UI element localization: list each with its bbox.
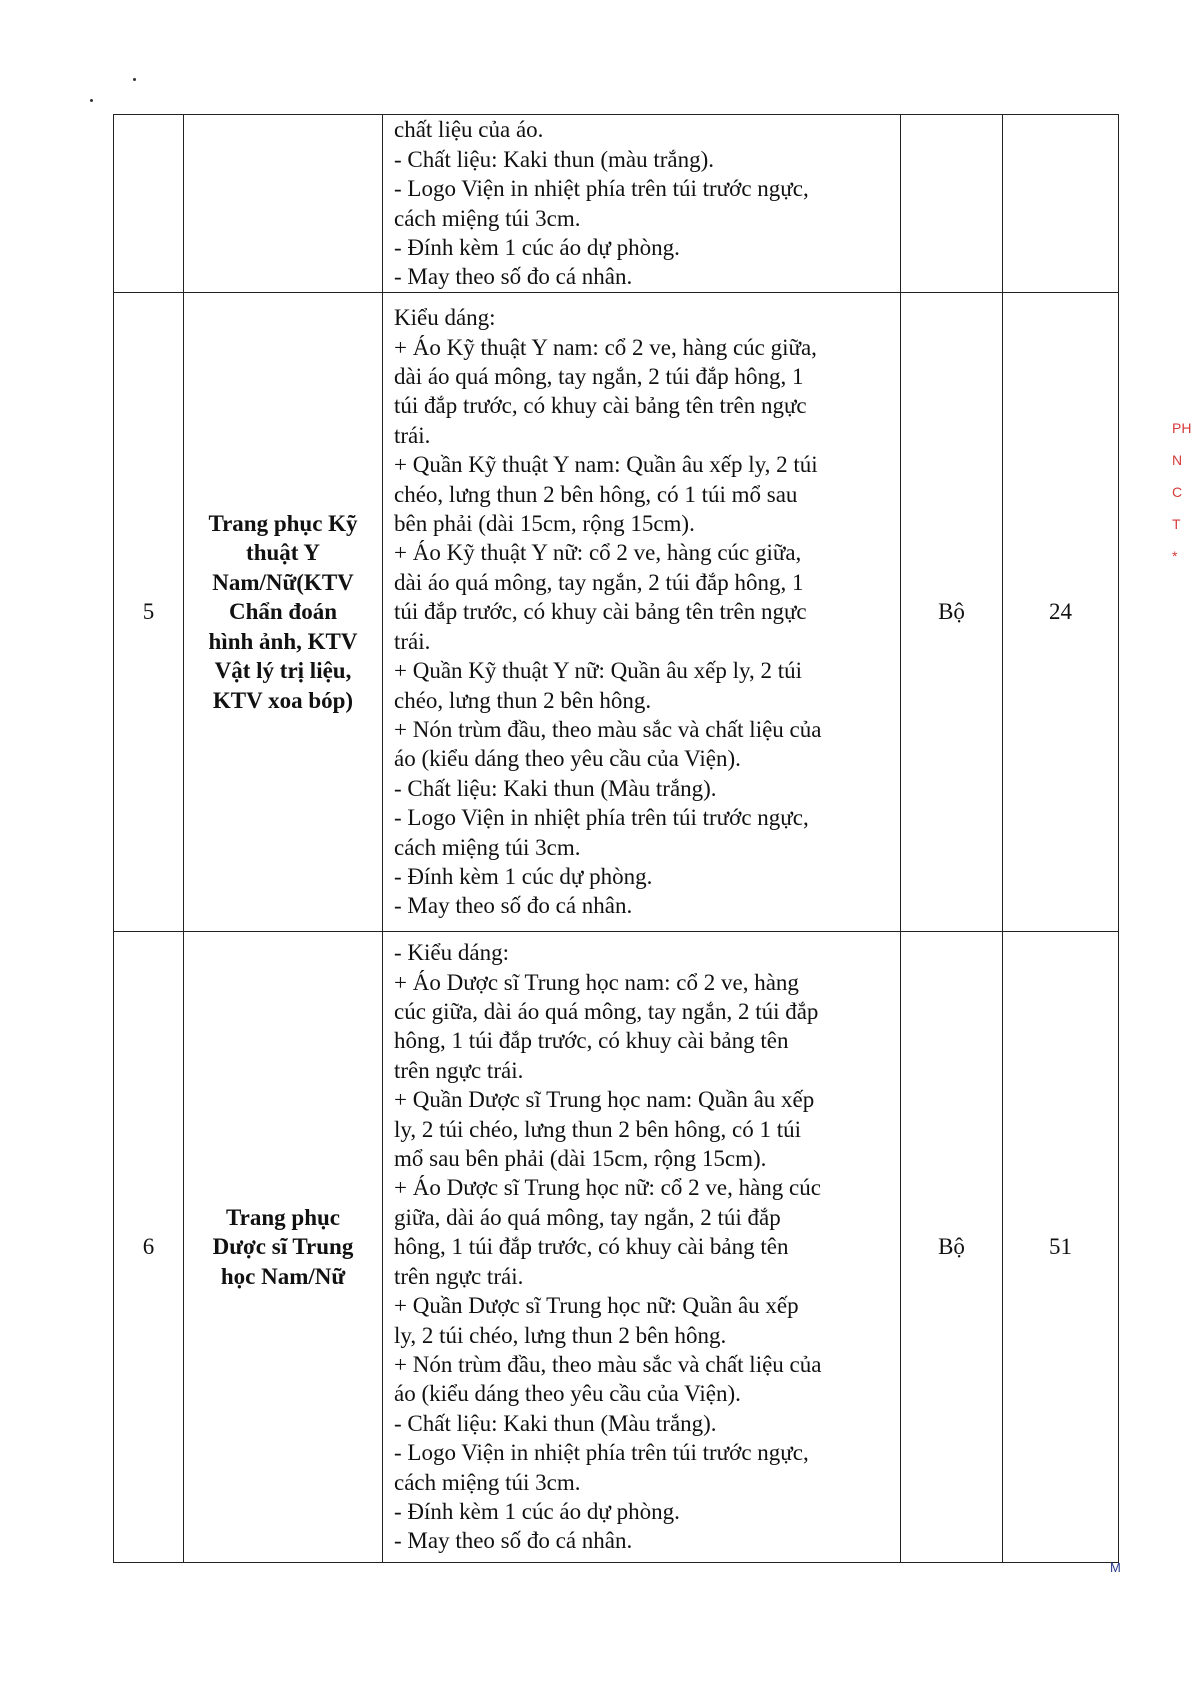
description-line: túi đắp trước, có khuy cài bảng tên trên ngực bbox=[394, 393, 807, 419]
description-line: trái. bbox=[394, 628, 431, 654]
specification-table bbox=[113, 114, 1119, 1563]
description-line: - May theo số đo cá nhân. bbox=[394, 264, 633, 290]
description-line: + Quần Kỹ thuật Y nam: Quần âu xếp ly, 2 túi bbox=[394, 452, 818, 478]
stt-cell: 5 bbox=[114, 293, 184, 932]
description-cell bbox=[383, 932, 901, 1563]
item-name-line: Trang phục Kỹ bbox=[208, 511, 358, 537]
item-name-cell bbox=[184, 293, 383, 932]
description-line: chéo, lưng thun 2 bên hông, có 1 túi mổ sau bbox=[394, 481, 798, 507]
item-name-line: thuật Y bbox=[246, 540, 320, 566]
item-name-cell bbox=[184, 115, 383, 293]
description-line: hông, 1 túi đắp trước, có khuy cài bảng tên bbox=[394, 1028, 789, 1054]
description-cell bbox=[383, 293, 901, 932]
description-line: chất liệu của áo. bbox=[394, 117, 544, 143]
description-line: trái. bbox=[394, 422, 431, 448]
description-line: + Áo Kỹ thuật Y nam: cổ 2 ve, hàng cúc giữa, bbox=[394, 334, 817, 360]
stamp-text: T bbox=[1172, 516, 1181, 532]
table-row bbox=[114, 115, 1119, 293]
stamp-text: N bbox=[1172, 452, 1183, 468]
initials-mark: M bbox=[1110, 1560, 1121, 1575]
description-line: chéo, lưng thun 2 bên hông. bbox=[394, 687, 652, 713]
item-name-line: học Nam/Nữ bbox=[220, 1263, 346, 1289]
item-name-line: KTV xoa bóp) bbox=[212, 687, 354, 713]
description-line: áo (kiểu dáng theo yêu cầu của Viện). bbox=[394, 746, 741, 772]
unit-cell: Bộ bbox=[901, 932, 1003, 1563]
unit-cell bbox=[901, 115, 1003, 293]
description-line: giữa, dài áo quá mông, tay ngắn, 2 túi đắp bbox=[394, 1204, 781, 1230]
description-line: - May theo số đo cá nhân. bbox=[394, 893, 633, 919]
stamp-text: C bbox=[1172, 484, 1183, 500]
description-line: + Nón trùm đầu, theo màu sắc và chất liệu của bbox=[394, 1351, 822, 1377]
description-line: cách miệng túi 3cm. bbox=[394, 834, 581, 860]
description-line: cúc giữa, dài áo quá mông, tay ngắn, 2 túi đắp bbox=[394, 999, 819, 1025]
description-line: + Áo Kỹ thuật Y nữ: cổ 2 ve, hàng cúc giữa, bbox=[394, 540, 802, 566]
description-line: + Quần Dược sĩ Trung học nam: Quần âu xếp bbox=[394, 1087, 815, 1113]
stamp-text: * bbox=[1172, 548, 1178, 564]
stt-cell: 6 bbox=[114, 932, 184, 1563]
description-line: túi đắp trước, có khuy cài bảng tên trên ngực bbox=[394, 599, 807, 625]
description-line: - Chất liệu: Kaki thun (Màu trắng). bbox=[394, 775, 717, 801]
description-line: ly, 2 túi chéo, lưng thun 2 bên hông. bbox=[394, 1322, 727, 1348]
item-name-line: Nam/Nữ(KTV bbox=[212, 569, 354, 595]
scan-speck bbox=[90, 99, 93, 102]
description-line: Kiểu dáng: bbox=[394, 305, 496, 331]
description-line: - Logo Viện in nhiệt phía trên túi trước ngực, bbox=[394, 805, 809, 831]
description-line: mổ sau bên phải (dài 15cm, rộng 15cm). bbox=[394, 1146, 767, 1172]
description-line: - Chất liệu: Kaki thun (Màu trắng). bbox=[394, 1410, 717, 1436]
table-row bbox=[114, 932, 1119, 1563]
item-name-line: Dược sĩ Trung bbox=[212, 1234, 354, 1260]
description-line: - Đính kèm 1 cúc áo dự phòng. bbox=[394, 1498, 680, 1524]
description-line: + Áo Dược sĩ Trung học nam: cổ 2 ve, hàng bbox=[394, 969, 799, 995]
description-line: hông, 1 túi đắp trước, có khuy cài bảng tên bbox=[394, 1234, 789, 1260]
description-line: - Kiểu dáng: bbox=[394, 940, 509, 966]
table-row bbox=[114, 293, 1119, 932]
description-cell bbox=[383, 115, 901, 293]
description-line: ly, 2 túi chéo, lưng thun 2 bên hông, có 1 túi bbox=[394, 1116, 802, 1142]
description-line: trên ngực trái. bbox=[394, 1263, 524, 1289]
description-line: - May theo số đo cá nhân. bbox=[394, 1528, 633, 1554]
description-line: + Áo Dược sĩ Trung học nữ: cổ 2 ve, hàng cúc bbox=[394, 1175, 821, 1201]
description-line: + Quần Dược sĩ Trung học nữ: Quần âu xếp bbox=[394, 1293, 799, 1319]
description-line: trên ngực trái. bbox=[394, 1057, 524, 1083]
description-line: cách miệng túi 3cm. bbox=[394, 1469, 581, 1495]
unit-cell: Bộ bbox=[901, 293, 1003, 932]
stt-cell bbox=[114, 115, 184, 293]
item-name-cell bbox=[184, 932, 383, 1563]
description-line: + Nón trùm đầu, theo màu sắc và chất liệu của bbox=[394, 716, 822, 742]
item-name-line: hình ảnh, KTV bbox=[208, 628, 358, 654]
description-line: - Chất liệu: Kaki thun (màu trắng). bbox=[394, 146, 715, 172]
description-line: - Logo Viện in nhiệt phía trên túi trước ngực, bbox=[394, 1440, 809, 1466]
item-name-line: Trang phục bbox=[226, 1204, 340, 1230]
quantity-cell bbox=[1003, 115, 1119, 293]
stamp-text: PH bbox=[1172, 420, 1192, 436]
description-line: bên phải (dài 15cm, rộng 15cm). bbox=[394, 511, 695, 537]
item-name-line: Vật lý trị liệu, bbox=[214, 658, 352, 684]
quantity-cell: 24 bbox=[1003, 293, 1119, 932]
description-line: áo (kiểu dáng theo yêu cầu của Viện). bbox=[394, 1381, 741, 1407]
description-line: - Đính kèm 1 cúc dự phòng. bbox=[394, 863, 653, 889]
scan-speck bbox=[133, 78, 136, 81]
description-line: + Quần Kỹ thuật Y nữ: Quần âu xếp ly, 2 túi bbox=[394, 658, 803, 684]
quantity-cell: 51 bbox=[1003, 932, 1119, 1563]
description-line: dài áo quá mông, tay ngắn, 2 túi đắp hông, 1 bbox=[394, 569, 804, 595]
description-line: dài áo quá mông, tay ngắn, 2 túi đắp hông, 1 bbox=[394, 364, 804, 390]
item-name-line: Chẩn đoán bbox=[228, 599, 338, 625]
description-line: - Đính kèm 1 cúc áo dự phòng. bbox=[394, 234, 680, 260]
description-line: - Logo Viện in nhiệt phía trên túi trước ngực, bbox=[394, 176, 809, 202]
description-line: cách miệng túi 3cm. bbox=[394, 205, 581, 231]
margin-stamp-fragment bbox=[1172, 420, 1200, 620]
